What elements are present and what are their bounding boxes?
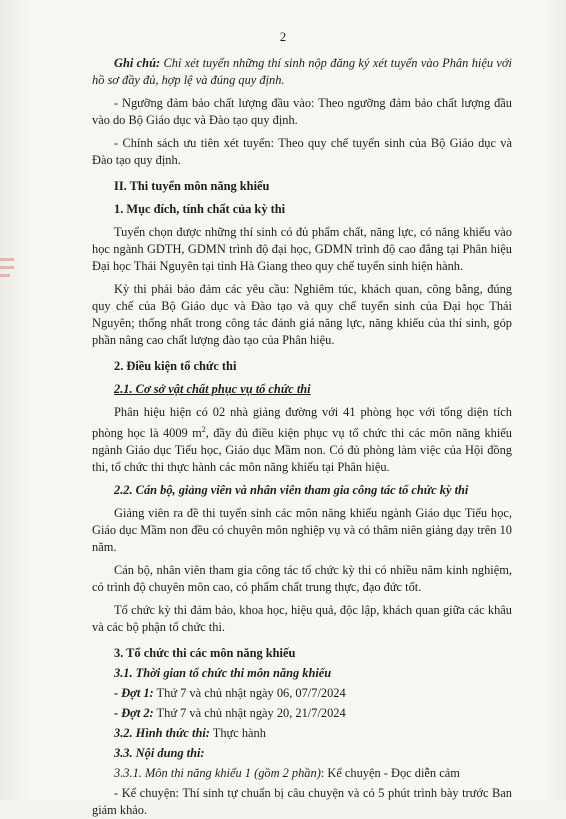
note-paragraph xyxy=(92,55,512,89)
area-unit-superscript: 2 xyxy=(201,425,206,434)
exam-content-heading: 3.3. Nội dung thi: xyxy=(114,746,205,761)
edge-stamp-mark xyxy=(0,266,14,269)
subsection-1-heading: 1. Mục đích, tính chất của kỳ thi xyxy=(114,202,286,216)
exam-format-line xyxy=(92,725,512,742)
round-1-text: Thứ 7 và chủ nhật ngày 06, 07/7/2024 xyxy=(153,686,346,701)
round-1-line xyxy=(92,685,512,702)
round-2-text: Thứ 7 và chủ nhật ngày 20, 21/7/2024 xyxy=(153,706,346,721)
exam-1-line xyxy=(92,765,512,782)
note-text: Chỉ xét tuyển những thí sinh nộp đăng ký xét tuyển vào Phân hiệu với hồ sơ đầy đủ, hợp lệ và đúng quy định. xyxy=(92,56,512,87)
organization-paragraph: Tổ chức kỳ thi đảm bảo, khoa học, hiệu quả, độc lập, khách quan giữa các khâu và các bộ phận tổ chức thi. xyxy=(92,603,512,635)
exam-format-text: Thực hành xyxy=(209,726,266,741)
exam-1-label: 3.3.1. Môn thi năng khiếu 1 (gồm 2 phần) xyxy=(114,766,321,781)
edge-stamp-mark xyxy=(0,258,14,261)
staff-heading: 2.2. Cán bộ, giảng viên và nhân viên tham gia công tác tổ chức kỳ thi xyxy=(114,483,469,498)
facilities-text-a: Phân hiệu hiện có 02 nhà giảng đường với 41 phòng học với tổng diện tích phòng học là 4009 m xyxy=(92,405,512,441)
purpose-paragraph: Tuyển chọn được những thí sinh có đủ phẩm chất, năng lực, có năng khiếu vào học ngành GDTH, GDMN trình độ đại học, GDMN trình độ cao đẳng tại Phân hiệu Đại học Thái Nguyên tại tỉnh Hà Giang theo quy chế tuyển sinh hiện hành. xyxy=(92,225,512,273)
subsection-3-heading: 3. Tổ chức thi các môn năng khiếu xyxy=(114,646,296,661)
note-label: Ghi chú: xyxy=(114,56,161,70)
staff-paragraph: Cán bộ, nhân viên tham gia công tác tổ chức kỳ thi có nhiều năm kinh nghiệm, có trình độ chuyên môn cao, có phẩm chất trung thực, đạo đức tốt. xyxy=(92,563,512,595)
exam-format-label: 3.2. Hình thức thi: xyxy=(114,726,210,741)
schedule-heading: 3.1. Thời gian tổ chức thi môn năng khiếu xyxy=(114,666,332,681)
round-1-label: - Đợt 1: xyxy=(114,686,154,701)
priority-paragraph: - Chính sách ưu tiên xét tuyển: Theo quy chế tuyển sinh của Bộ Giáo dục và Đào tạo quy định. xyxy=(92,136,512,167)
round-2-label: - Đợt 2: xyxy=(114,706,154,721)
requirements-paragraph: Kỳ thi phải bảo đảm các yêu cầu: Nghiêm túc, khách quan, công bằng, đúng quy chế của Bộ Giáo dục và Đào tạo và quy chế tuyển sinh của Đại học Thái Nguyên; thống nhất trong công tác đánh giá năng lực, năng khiếu của thí sinh, góp phần nâng cao chất lượng đào tạo của Phân hiệu. xyxy=(92,282,512,347)
edge-stamp-mark xyxy=(0,274,10,277)
page-number: 2 xyxy=(279,30,287,44)
document-body xyxy=(92,55,512,819)
storytelling-paragraph: - Kể chuyện: Thí sinh tự chuẩn bị câu chuyện và có 5 phút trình bày trước Ban giám khảo. xyxy=(92,786,512,818)
subsection-2-heading: 2. Điều kiện tổ chức thi xyxy=(114,359,237,373)
threshold-paragraph: - Ngưỡng đảm bảo chất lượng đầu vào: Theo ngưỡng đảm bảo chất lượng đầu vào do Bộ Giáo dục và Đào tạo quy định. xyxy=(92,96,512,127)
round-2-line xyxy=(92,705,512,722)
facilities-text-b: , đầy đủ điều kiện phục vụ tổ chức thi các môn năng khiếu ngành Giáo dục Tiểu học, Giáo dục Mầm non. Có đủ phòng làm việc của Hội đồng thi, tổ chức thi thực hành các môn năng khiếu tại Phân hiệu. xyxy=(92,426,513,475)
facilities-heading: 2.1. Cơ sở vật chất phục vụ tổ chức thi xyxy=(114,382,311,396)
facilities-paragraph xyxy=(92,404,512,476)
exam-1-text: : Kể chuyện - Đọc diễn cảm xyxy=(320,766,460,781)
section-2-heading: II. Thi tuyển môn năng khiếu xyxy=(114,179,270,193)
lecturers-paragraph: Giảng viên ra đề thi tuyển sinh các môn năng khiếu ngành Giáo dục Tiểu học, Giáo dục Mầm non đều có chuyên môn nghiệp vụ và có thâm niên giảng dạy trên 10 năm. xyxy=(92,506,512,555)
